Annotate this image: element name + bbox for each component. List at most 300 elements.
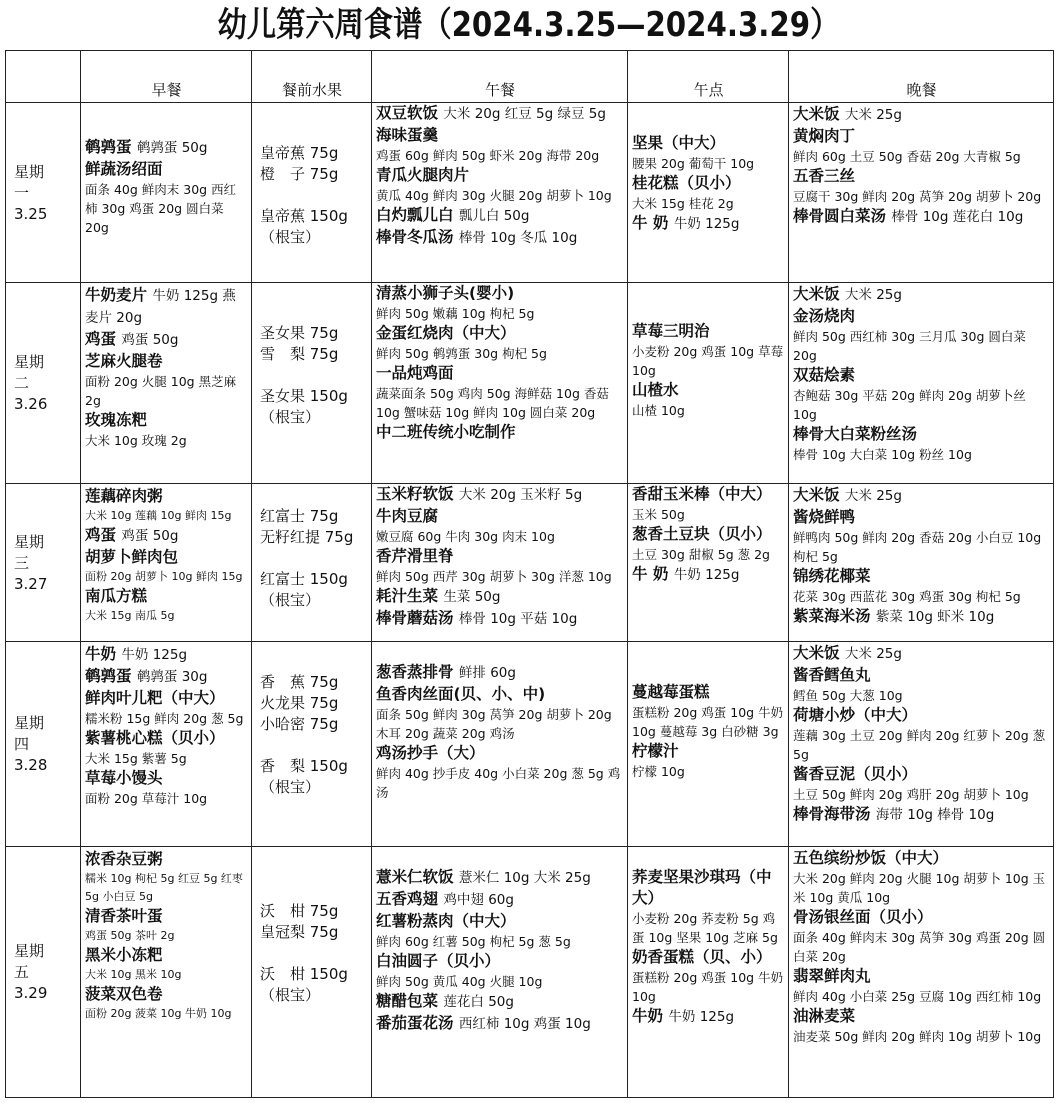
breakfast-dish	[85, 644, 248, 666]
fruit-item: 皇冠梨 75g	[260, 923, 339, 941]
breakfast-ingredients: 面条 40g 鲜肉末 30g 西红柿 30g 鸡蛋 20g 圆白菜 20g	[85, 182, 237, 235]
dish-ingredients: 牛奶 125g	[668, 1009, 735, 1025]
header-fruit: 餐前水果	[252, 51, 372, 103]
dish-ingredients: 棒骨 10g 冬瓜 10g	[458, 230, 578, 246]
dish-name: 棒骨蘑菇汤	[376, 609, 454, 627]
header-snack: 午点	[628, 51, 789, 103]
lunch-ingredients: 鲜肉 50g 黄瓜 40g 火腿 10g	[376, 974, 543, 989]
dish-name: 骨汤银丝面（贝小）	[793, 908, 933, 926]
lunch-dish	[376, 506, 624, 527]
snack-cell	[628, 642, 789, 847]
breakfast-ingredients: 面粉 20g 胡萝卜 10g 鲜肉 15g	[85, 570, 243, 583]
day-cell	[6, 103, 81, 283]
breakfast-ingredients: 大米 10g 黑米 10g	[85, 968, 182, 981]
dish-ingredients: 棒骨 10g 莲花白 10g	[891, 209, 1024, 225]
dish-name: 酱香豆泥（贝小）	[793, 765, 918, 783]
fruit-item: 皇帝蕉 150g	[260, 207, 348, 225]
dinner-dish	[793, 306, 1050, 327]
dish-name: 牛 奶	[632, 214, 669, 232]
dinner-ingredients: 鲜肉 60g 土豆 50g 香菇 20g 大青椒 5g	[793, 149, 1021, 164]
snack-ingredients: 小麦粉 20g 鸡蛋 10g 草莓 10g	[632, 344, 784, 378]
lunch-ingredients: 鲜肉 50g 鹌鹑蛋 30g 枸杞 5g	[376, 346, 547, 361]
dish-name: 五香鸡翅	[376, 890, 439, 908]
lunch-dish	[376, 422, 624, 443]
dish-name: 海味蛋羹	[376, 126, 439, 144]
lunch-ingredients: 鲜肉 50g 嫩藕 10g 枸杞 5g	[376, 306, 535, 321]
snack-dish	[632, 524, 785, 545]
dish-name: 大米饭	[793, 285, 840, 303]
fruit-note: （根宝）	[260, 986, 321, 1004]
lunch-dish	[376, 227, 624, 249]
dish-name: 双菇烩素	[793, 366, 856, 384]
snack-ingredients: 腰果 20g 葡萄干 10g	[632, 156, 755, 171]
dish-name: 白灼瓢儿白	[376, 206, 454, 224]
dish-name: 紫菜海米汤	[793, 607, 871, 625]
dish-name: 南瓜方糕	[85, 587, 148, 605]
dish-name: 牛奶	[632, 1007, 664, 1025]
dish-ingredients: 海带 10g 棒骨 10g	[875, 807, 995, 823]
dinner-ingredients: 花菜 30g 西蓝花 30g 鸡蛋 30g 枸杞 5g	[793, 589, 1021, 604]
breakfast-dish	[85, 351, 248, 372]
lunch-cell	[372, 847, 628, 1098]
dish-ingredients: 棒骨 10g 平菇 10g	[458, 611, 578, 627]
dish-name: 山楂水	[632, 381, 679, 399]
dish-name: 牛肉豆腐	[376, 507, 439, 525]
dinner-ingredients: 鲜鸭肉 50g 鲜肉 20g 香菇 20g 小白豆 10g 枸杞 5g	[793, 530, 1042, 564]
snack-cell	[628, 847, 789, 1098]
lunch-dish	[376, 662, 624, 684]
dish-name: 桂花糕（贝小）	[632, 174, 741, 192]
snack-ingredients: 蛋糕粉 20g 鸡蛋 10g 牛奶 10g	[632, 970, 784, 1004]
snack-ingredients: 玉米 50g	[632, 507, 685, 522]
dish-name: 玫瑰冻粑	[85, 411, 148, 429]
header-lunch: 午餐	[372, 51, 628, 103]
dish-name: 鲜蔬汤绍面	[85, 160, 163, 178]
snack-ingredients: 大米 15g 桂花 2g	[632, 196, 734, 211]
fruit-item: 圣女果 75g	[260, 324, 339, 342]
lunch-dish	[376, 586, 624, 608]
dish-name: 胡萝卜鲜肉包	[85, 548, 179, 566]
fruit-item: 雪 梨 75g	[260, 345, 339, 363]
snack-cell	[628, 484, 789, 642]
dinner-dish	[793, 764, 1050, 785]
breakfast-ingredients: 面粉 20g 火腿 10g 黑芝麻 2g	[85, 374, 237, 408]
dish-name: 荷塘小炒（中大）	[793, 706, 918, 724]
day-date: 3.26	[14, 395, 48, 413]
fruit-note: （根宝）	[260, 408, 321, 426]
dish-name: 白油圆子（贝小）	[376, 952, 501, 970]
page-title: 幼儿第六周食谱（2024.3.25—2024.3.29）	[217, 5, 840, 45]
dinner-dish	[793, 705, 1050, 726]
day-row	[6, 847, 1054, 1098]
lunch-dish	[376, 363, 624, 384]
lunch-dish	[376, 911, 624, 932]
dish-name: 红薯粉蒸肉（中大）	[376, 912, 516, 930]
dish-name: 鹌鹑蛋	[85, 667, 132, 685]
dish-name: 翡翠鲜肉丸	[793, 967, 871, 985]
breakfast-ingredients: 鸡蛋 50g 茶叶 2g	[85, 929, 175, 942]
dinner-dish	[793, 643, 1050, 665]
day-row	[6, 103, 1054, 283]
dish-ingredients: 薏米仁 10g 大米 25g	[458, 870, 591, 886]
lunch-cell	[372, 103, 628, 283]
dish-name: 荞麦坚果沙琪玛（中大）	[632, 868, 772, 907]
breakfast-ingredients: 大米 10g 玫瑰 2g	[85, 433, 187, 448]
dish-name: 葱香蒸排骨	[376, 663, 454, 681]
snack-dish	[632, 1006, 785, 1028]
fruit-item: 火龙果 75g	[260, 694, 339, 712]
lunch-dish	[376, 103, 624, 125]
day-label: 二	[14, 374, 30, 392]
dish-name: 番茄蛋花汤	[376, 1014, 454, 1032]
day-date: 3.28	[14, 756, 48, 774]
breakfast-dish	[85, 984, 248, 1005]
fruit-item: 沃 柑 150g	[260, 965, 348, 983]
dish-name: 牛 奶	[632, 565, 669, 583]
day-label: 一	[14, 183, 30, 202]
breakfast-dish	[85, 728, 248, 749]
dish-name: 耗汁生菜	[376, 587, 439, 605]
dish-name: 香芹滑里脊	[376, 547, 454, 565]
dinner-dish	[793, 665, 1050, 686]
snack-dish	[632, 741, 785, 762]
dish-name: 柠檬汁	[632, 742, 679, 760]
breakfast-cell	[81, 103, 252, 283]
breakfast-cell	[81, 484, 252, 642]
dish-name: 牛奶	[85, 645, 117, 663]
fruit-note: （根宝）	[260, 778, 321, 796]
lunch-cell	[372, 484, 628, 642]
snack-ingredients: 土豆 30g 甜椒 5g 葱 2g	[632, 547, 770, 562]
dinner-ingredients: 棒骨 10g 大白菜 10g 粉丝 10g	[793, 447, 972, 462]
breakfast-dish	[85, 768, 248, 789]
dish-name: 奶香蛋糕（贝、小）	[632, 948, 772, 966]
breakfast-ingredients: 大米 10g 莲藕 10g 鲜肉 15g	[85, 509, 232, 522]
fruit-cell	[252, 847, 372, 1098]
snack-dish	[632, 484, 785, 505]
breakfast-ingredients: 面粉 20g 菠菜 10g 牛奶 10g	[85, 1007, 232, 1020]
lunch-dish	[376, 889, 624, 911]
lunch-dish	[376, 323, 624, 344]
dinner-dish	[793, 485, 1050, 507]
dinner-cell	[789, 847, 1054, 1098]
dish-ingredients: 鹌鹑蛋 50g	[136, 140, 208, 156]
day-label: 星期	[14, 532, 45, 551]
dish-name: 五色缤纷炒饭（中大）	[793, 849, 949, 867]
dinner-cell	[789, 103, 1054, 283]
breakfast-dish	[85, 666, 248, 688]
lunch-dish	[376, 684, 624, 705]
day-row	[6, 484, 1054, 642]
breakfast-dish	[85, 688, 248, 709]
snack-dish	[632, 867, 785, 909]
dish-ingredients: 大米 20g 玉米籽 5g	[458, 487, 583, 503]
header-row	[6, 51, 1054, 103]
day-cell	[6, 847, 81, 1098]
lunch-dish	[376, 165, 624, 186]
dish-name: 棒骨大白菜粉丝汤	[793, 425, 918, 443]
snack-dish	[632, 173, 785, 194]
dinner-dish	[793, 606, 1050, 628]
day-label: 五	[14, 963, 30, 981]
snack-ingredients: 山楂 10g	[632, 403, 685, 418]
dinner-dish	[793, 424, 1050, 445]
dish-name: 芝麻火腿卷	[85, 352, 163, 370]
fruit-cell	[252, 642, 372, 847]
snack-ingredients: 柠檬 10g	[632, 764, 685, 779]
dinner-dish	[793, 507, 1050, 528]
snack-dish	[632, 947, 785, 968]
dish-ingredients: 大米 25g	[844, 107, 902, 123]
snack-cell	[628, 283, 789, 484]
dish-ingredients: 莲花白 50g	[443, 994, 514, 1010]
dish-name: 香甜玉米棒（中大）	[632, 485, 772, 503]
dish-ingredients: 大米 20g 红豆 5g 绿豆 5g	[443, 106, 606, 122]
day-label: 星期	[14, 353, 45, 371]
lunch-dish	[376, 283, 624, 304]
day-label: 星期	[14, 942, 45, 960]
breakfast-dish	[85, 486, 248, 507]
dish-name: 大米饭	[793, 644, 840, 662]
fruit-cell	[252, 283, 372, 484]
dish-ingredients: 大米 25g	[844, 646, 902, 662]
dinner-ingredients: 豆腐干 30g 鲜肉 20g 莴笋 20g 胡萝卜 20g	[793, 189, 1042, 204]
breakfast-dish	[85, 906, 248, 927]
fruit-item: 小哈密 75g	[260, 715, 339, 733]
day-date: 3.25	[14, 204, 48, 223]
dish-name: 牛奶麦片	[85, 286, 148, 304]
breakfast-dish	[85, 410, 248, 431]
dinner-cell	[789, 283, 1054, 484]
fruit-note: （根宝）	[260, 228, 321, 246]
header-breakfast: 早餐	[81, 51, 252, 103]
dish-name: 坚果（中大）	[632, 134, 726, 152]
dinner-dish	[793, 966, 1050, 987]
snack-dish	[632, 380, 785, 401]
dish-name: 棒骨冬瓜汤	[376, 228, 454, 246]
snack-dish	[632, 213, 785, 235]
lunch-dish	[376, 125, 624, 146]
fruit-cell	[252, 103, 372, 283]
dish-name: 锦绣花椰菜	[793, 567, 871, 585]
dish-name: 鸡汤抄手（大）	[376, 744, 485, 762]
breakfast-dish	[85, 159, 248, 180]
dish-name: 一品炖鸡面	[376, 364, 454, 382]
day-cell	[6, 642, 81, 847]
dish-name: 酱香鳕鱼丸	[793, 666, 871, 684]
lunch-dish	[376, 743, 624, 764]
dish-name: 油淋麦菜	[793, 1007, 856, 1025]
fruit-item: 橙 子 75g	[260, 165, 339, 183]
breakfast-ingredients: 面粉 20g 草莓汁 10g	[85, 791, 208, 806]
dinner-dish	[793, 206, 1050, 228]
day-date: 3.27	[14, 574, 48, 593]
lunch-ingredients: 面条 50g 鲜肉 30g 莴笋 20g 胡萝卜 20g 木耳 20g 蔬菜 20g 鸡汤	[376, 707, 612, 741]
lunch-ingredients: 鲜肉 40g 抄手皮 40g 小白菜 20g 葱 5g 鸡汤	[376, 766, 621, 800]
lunch-dish	[376, 1013, 624, 1035]
dinner-dish	[793, 1006, 1050, 1027]
lunch-ingredients: 鲜肉 60g 红薯 50g 枸杞 5g 葱 5g	[376, 934, 571, 949]
dish-ingredients: 牛奶 125g	[673, 567, 740, 583]
dinner-ingredients: 鳕鱼 50g 大葱 10g	[793, 688, 903, 703]
snack-ingredients: 小麦粉 20g 荞麦粉 5g 鸡蛋 10g 坚果 10g 芝麻 5g	[632, 911, 778, 945]
dish-name: 黑米小冻粑	[85, 946, 163, 964]
lunch-dish	[376, 546, 624, 567]
dish-name: 青瓜火腿肉片	[376, 166, 470, 184]
breakfast-dish	[85, 547, 248, 568]
fruit-cell	[252, 484, 372, 642]
fruit-item: 红富士 75g	[260, 507, 339, 525]
breakfast-cell	[81, 283, 252, 484]
dish-name: 清香茶叶蛋	[85, 907, 163, 925]
dish-name: 鸡蛋	[85, 330, 117, 348]
dish-ingredients: 鹌鹑蛋 30g	[136, 669, 208, 685]
dish-name: 糖醋包菜	[376, 992, 439, 1010]
dinner-ingredients: 鲜肉 40g 小白菜 25g 豆腐 10g 西红柿 10g	[793, 989, 1042, 1004]
lunch-cell	[372, 283, 628, 484]
dinner-ingredients: 莲藕 30g 土豆 20g 鲜肉 20g 红萝卜 20g 葱 5g	[793, 728, 1046, 762]
breakfast-cell	[81, 642, 252, 847]
lunch-dish	[376, 484, 624, 506]
dish-name: 薏米仁软饭	[376, 868, 454, 886]
dinner-ingredients: 杏鲍菇 30g 平菇 20g 鲜肉 20g 胡萝卜丝 10g	[793, 388, 1026, 422]
dinner-ingredients: 大米 20g 鲜肉 20g 火腿 10g 胡萝卜 10g 玉米 10g 黄瓜 10g	[793, 871, 1046, 905]
breakfast-dish	[85, 945, 248, 966]
dinner-dish	[793, 804, 1050, 826]
breakfast-ingredients: 大米 15g 南瓜 5g	[85, 609, 175, 622]
lunch-dish	[376, 205, 624, 227]
fruit-item: 圣女果 150g	[260, 387, 348, 405]
dinner-cell	[789, 484, 1054, 642]
dish-name: 浓香杂豆粥	[85, 850, 163, 868]
lunch-dish	[376, 951, 624, 972]
menu-table	[5, 50, 1054, 1098]
dish-name: 草莓三明治	[632, 322, 710, 340]
day-date: 3.29	[14, 984, 48, 1002]
fruit-item: 香 蕉 75g	[260, 673, 339, 691]
dish-ingredients: 西红柿 10g 鸡蛋 10g	[458, 1016, 591, 1032]
header-corner	[6, 51, 81, 103]
fruit-item: 皇帝蕉 75g	[260, 144, 339, 162]
dish-ingredients: 牛奶 125g	[121, 647, 188, 663]
dish-name: 棒骨海带汤	[793, 805, 871, 823]
dish-ingredients: 瓢儿白 50g	[458, 208, 530, 224]
lunch-cell	[372, 642, 628, 847]
dinner-ingredients: 面条 40g 鲜肉末 30g 莴笋 30g 鸡蛋 20g 圆白菜 20g	[793, 930, 1046, 964]
fruit-item: 无籽红提 75g	[260, 528, 354, 546]
dinner-cell	[789, 642, 1054, 847]
dish-name: 五香三丝	[793, 167, 856, 185]
snack-ingredients: 蛋糕粉 20g 鸡蛋 10g 牛奶 10g 蔓越莓 3g 白砂糖 3g	[632, 705, 784, 739]
snack-dish	[632, 321, 785, 342]
dish-name: 金汤烧肉	[793, 307, 856, 325]
dish-name: 鲜肉叶儿粑（中大）	[85, 689, 225, 707]
lunch-ingredients: 蔬菜面条 50g 鸡肉 50g 海鲜菇 10g 香菇 10g 蟹味菇 10g 鲜肉 10g 圆白菜 20g	[376, 386, 609, 420]
snack-dish	[632, 682, 785, 703]
dish-name: 酱烧鲜鸭	[793, 508, 856, 526]
dish-name: 菠菜双色卷	[85, 985, 163, 1003]
lunch-dish	[376, 867, 624, 889]
fruit-note: （根宝）	[260, 591, 321, 609]
dish-ingredients: 鸡蛋 50g	[121, 332, 179, 348]
dish-name: 黄焖肉丁	[793, 127, 856, 145]
breakfast-cell	[81, 847, 252, 1098]
breakfast-dish	[85, 285, 248, 329]
dish-name: 鱼香肉丝面(贝、小、中)	[376, 685, 546, 703]
breakfast-dish	[85, 586, 248, 607]
breakfast-ingredients: 大米 15g 紫薯 5g	[85, 751, 187, 766]
fruit-item: 沃 柑 75g	[260, 902, 339, 920]
day-cell	[6, 283, 81, 484]
breakfast-ingredients: 糯米 10g 枸杞 5g 红豆 5g 红枣 5g 小白豆 5g	[85, 872, 243, 903]
dish-name: 紫薯桃心糕（贝小）	[85, 729, 225, 747]
dinner-dish	[793, 104, 1050, 126]
dish-name: 鹌鹑蛋	[85, 138, 132, 156]
dish-ingredients: 紫菜 10g 虾米 10g	[875, 609, 995, 625]
dish-ingredients: 生菜 50g	[443, 589, 501, 605]
fruit-item: 香 梨 150g	[260, 757, 348, 775]
breakfast-dish	[85, 329, 248, 351]
dish-ingredients: 大米 25g	[844, 287, 902, 303]
snack-dish	[632, 564, 785, 586]
day-row	[6, 283, 1054, 484]
fruit-item: 红富士 150g	[260, 570, 348, 588]
lunch-ingredients: 鸡蛋 60g 鲜肉 50g 虾米 20g 海带 20g	[376, 148, 600, 163]
dish-ingredients: 鲜排 60g	[458, 665, 516, 681]
day-label: 三	[14, 553, 30, 572]
breakfast-ingredients: 糯米粉 15g 鲜肉 20g 葱 5g	[85, 711, 244, 726]
dish-name: 鸡蛋	[85, 526, 117, 544]
dinner-dish	[793, 907, 1050, 928]
dinner-ingredients: 鲜肉 50g 西红柿 30g 三月瓜 30g 圆白菜 20g	[793, 329, 1026, 363]
dinner-ingredients: 油麦菜 50g 鲜肉 20g 鲜肉 10g 胡萝卜 10g	[793, 1029, 1042, 1044]
day-label: 四	[14, 735, 30, 753]
lunch-ingredients: 黄瓜 40g 鲜肉 30g 火腿 20g 胡萝卜 10g	[376, 188, 612, 203]
day-row	[6, 642, 1054, 847]
dinner-dish	[793, 166, 1050, 187]
dish-name: 玉米籽软饭	[376, 485, 454, 503]
header-dinner: 晚餐	[789, 51, 1054, 103]
dish-name: 中二班传统小吃制作	[376, 423, 516, 441]
dinner-dish	[793, 284, 1050, 306]
dish-name: 蔓越莓蛋糕	[632, 683, 710, 701]
dish-name: 大米饭	[793, 486, 840, 504]
lunch-dish	[376, 608, 624, 630]
dinner-dish	[793, 126, 1050, 147]
dish-ingredients: 大米 25g	[844, 488, 902, 504]
dish-name: 草莓小馒头	[85, 769, 163, 787]
dish-name: 莲藕碎肉粥	[85, 487, 163, 505]
snack-cell	[628, 103, 789, 283]
snack-dish	[632, 133, 785, 154]
dish-name: 棒骨圆白菜汤	[793, 207, 887, 225]
dish-ingredients: 鸡蛋 50g	[121, 528, 179, 544]
dish-name: 金蛋红烧肉（中大）	[376, 324, 516, 342]
dish-name: 清蒸小狮子头(婴小)	[376, 284, 515, 302]
breakfast-dish	[85, 849, 248, 870]
lunch-dish	[376, 991, 624, 1013]
dinner-dish	[793, 848, 1050, 869]
dinner-dish	[793, 566, 1050, 587]
day-label: 星期	[14, 714, 45, 732]
breakfast-dish	[85, 525, 248, 547]
lunch-ingredients: 鲜肉 50g 西芹 30g 胡萝卜 30g 洋葱 10g	[376, 569, 612, 584]
lunch-ingredients: 嫩豆腐 60g 牛肉 30g 肉末 10g	[376, 529, 555, 544]
dish-ingredients: 牛奶 125g 燕麦片 20g	[85, 288, 236, 326]
dish-name: 大米饭	[793, 105, 840, 123]
dinner-dish	[793, 365, 1050, 386]
dish-ingredients: 牛奶 125g	[673, 216, 740, 232]
